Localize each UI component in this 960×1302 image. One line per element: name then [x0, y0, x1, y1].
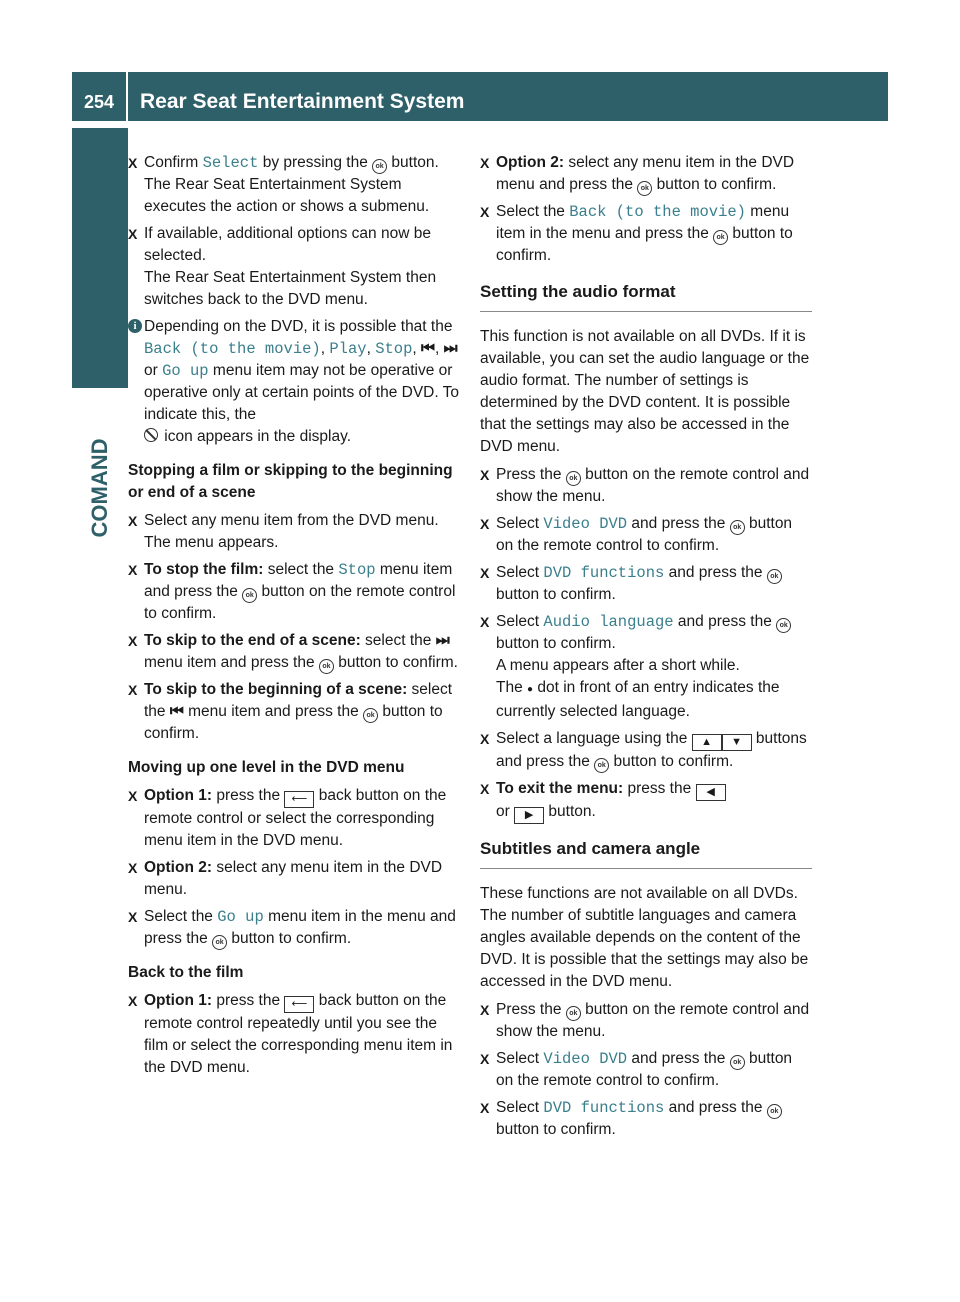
paragraph: This function is not available on all DVDs. If it is available, you can set the audio language or the audio format. The number of settings is determined by the DVD content. It is possible that the settings may also be accessed in the DVD menu. — [480, 328, 810, 455]
step-arrow-icon: X — [128, 513, 138, 529]
section-heading: Setting the audio format — [480, 281, 812, 312]
step: X Select Audio language and press the ok button to confirm. A menu appears after a short while. The ● dot in front of an entry indicates the currently selected language. — [480, 611, 812, 723]
ok-button-icon: ok — [713, 230, 728, 245]
step: X Option 2: select any menu item in the DVD menu and press the ok button to confirm. — [480, 152, 812, 196]
sub-heading: Back to the film — [128, 964, 244, 981]
skip-back-icon: ⏮ — [169, 703, 184, 720]
menu-term: Go up — [217, 908, 264, 926]
ok-button-icon: ok — [242, 588, 257, 603]
step: X Select Video DVD and press the ok button on the remote control to confirm. — [480, 1050, 793, 1089]
menu-term: DVD functions — [543, 1099, 665, 1117]
step: X Select DVD functions and press the ok button to confirm. — [480, 562, 812, 606]
step-arrow-icon: X — [128, 682, 138, 698]
step: X Option 2: select any menu item in the DVD menu. — [128, 859, 443, 898]
step: X Option 1: press the ⟵ back button on the remote control or select the corresponding menu item in the DVD menu. — [128, 787, 447, 849]
ok-button-icon: ok — [566, 471, 581, 486]
page-number: 254 — [84, 92, 115, 112]
paragraph: These functions are not available on all DVDs. The number of subtitle languages and camera angles available depends on the content of the DVD. It is possible that the settings may also be accessed in the DVD menu. — [480, 885, 809, 990]
ok-button-icon: ok — [767, 1104, 782, 1119]
skip-back-icon: ⏮ — [421, 340, 435, 357]
step-arrow-icon: X — [128, 909, 138, 925]
step-arrow-icon: X — [128, 788, 138, 804]
menu-term: Audio language — [543, 613, 674, 631]
step-arrow-icon: X — [480, 516, 490, 532]
menu-term: Back (to the movie) — [569, 203, 746, 221]
selection-dot-icon: ● — [527, 684, 534, 695]
menu-term: Go up — [162, 362, 209, 380]
ok-button-icon: ok — [767, 569, 782, 584]
skip-forward-icon: ⏭ — [435, 632, 450, 649]
step: X Select Video DVD and press the ok button on the remote control to confirm. — [480, 515, 793, 554]
sub-heading: Moving up one level in the DVD menu — [128, 759, 405, 776]
side-tab-label: COMAND — [87, 438, 112, 538]
step-arrow-icon: X — [128, 860, 138, 876]
step-arrow-icon: X — [480, 731, 490, 747]
ok-button-icon: ok — [212, 935, 227, 950]
step: X Press the ok button on the remote control and show the menu. — [480, 1001, 810, 1040]
step-arrow-icon: X — [480, 204, 490, 220]
step-arrow-icon: X — [128, 633, 138, 649]
step: X Select a language using the ▲ ▼ buttons and press the ok button to confirm. — [480, 728, 812, 773]
step-arrow-icon: X — [128, 226, 138, 242]
down-button-icon: ▼ — [722, 734, 752, 751]
step: X Option 1: press the ⟵ back button on the remote control repeatedly until you see the film or select the corresponding menu item in the DVD menu. — [128, 992, 453, 1076]
right-column — [480, 152, 812, 1146]
step-arrow-icon: X — [128, 155, 138, 171]
step-arrow-icon: X — [480, 155, 490, 171]
step-arrow-icon: X — [480, 467, 490, 483]
step: X To exit the menu: press the ◀ or ▶ button. — [480, 778, 812, 824]
step: X To stop the film: select the Stop menu item and press the ok button on the remote control to confirm. — [128, 561, 456, 622]
step: X If available, additional options can now be selected. The Rear Seat Entertainment System then switches back to the DVD menu. — [128, 225, 437, 308]
sub-heading: Stopping a film or skipping to the beginning or end of a scene — [128, 462, 453, 501]
step: X Select the Go up menu item in the menu and press the ok button to confirm. — [128, 906, 460, 950]
up-button-icon: ▲ — [692, 734, 722, 751]
back-button-icon: ⟵ — [284, 996, 314, 1013]
step-arrow-icon: X — [480, 614, 490, 630]
menu-term: Stop — [375, 340, 413, 358]
ok-button-icon: ok — [637, 181, 652, 196]
step-arrow-icon: X — [480, 1051, 490, 1067]
step: X To skip to the end of a scene: select the ⏭ menu item and press the ok button to confirm. — [128, 630, 460, 674]
step: X Press the ok button on the remote control and show the menu. — [480, 466, 810, 505]
ok-button-icon: ok — [372, 159, 387, 174]
menu-term: Stop — [338, 561, 376, 579]
left-button-icon: ◀ — [696, 784, 726, 801]
step: X Select any menu item from the DVD menu. The menu appears. — [128, 512, 439, 551]
ok-button-icon: ok — [363, 708, 378, 723]
menu-term: Video DVD — [543, 1050, 628, 1068]
step: X Select DVD functions and press the ok button to confirm. — [480, 1097, 812, 1141]
right-button-icon: ▶ — [514, 807, 544, 824]
page-title: Rear Seat Entertainment System — [140, 90, 465, 113]
ok-button-icon: ok — [319, 659, 334, 674]
step-arrow-icon: X — [480, 565, 490, 581]
side-tab — [72, 128, 128, 388]
prohibited-icon — [144, 428, 158, 442]
menu-term: DVD functions — [543, 564, 665, 582]
step-arrow-icon: X — [480, 1100, 490, 1116]
step-arrow-icon: X — [480, 781, 490, 797]
step: X Select the Back (to the movie) menu item in the menu and press the ok button to confirm. — [480, 203, 793, 264]
menu-term: Select — [202, 154, 259, 172]
menu-term: Play — [329, 340, 367, 358]
ok-button-icon: ok — [566, 1006, 581, 1021]
skip-forward-icon: ⏭ — [443, 340, 458, 357]
step: X Confirm Select by pressing the ok button. The Rear Seat Entertainment System executes the action or shows a submenu. — [128, 154, 439, 215]
step-arrow-icon: X — [128, 993, 138, 1009]
info-note: i Depending on the DVD, it is possible that the Back (to the movie), Play, Stop, ⏮, ⏭ or Go up menu item may not be operative or operative only at certain points of the DVD. To indicate this, the icon appears in the display. — [128, 316, 460, 448]
header-divider — [126, 72, 128, 121]
ok-button-icon: ok — [776, 618, 791, 633]
step-arrow-icon: X — [480, 1002, 490, 1018]
back-button-icon: ⟵ — [284, 791, 314, 808]
section-heading: Subtitles and camera angle — [480, 838, 812, 869]
ok-button-icon: ok — [730, 520, 745, 535]
step-arrow-icon: X — [128, 562, 138, 578]
ok-button-icon: ok — [594, 758, 609, 773]
left-column — [128, 152, 460, 1084]
step: X To skip to the beginning of a scene: select the ⏮ menu item and press the ok button to confirm. — [128, 681, 453, 742]
info-icon: i — [128, 319, 142, 333]
ok-button-icon: ok — [730, 1055, 745, 1070]
menu-term: Back (to the movie) — [144, 340, 321, 358]
menu-term: Video DVD — [543, 515, 628, 533]
